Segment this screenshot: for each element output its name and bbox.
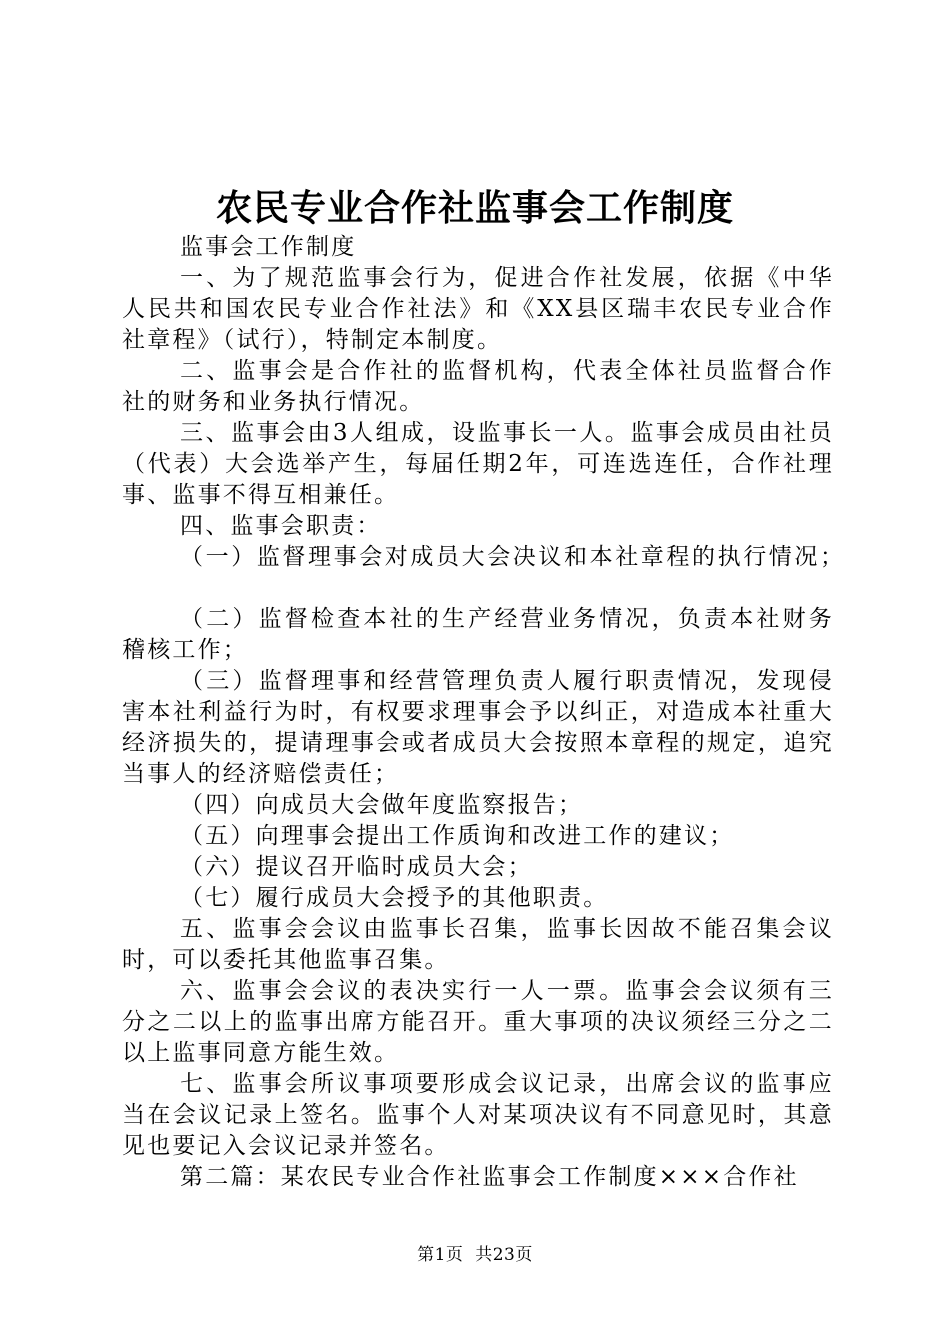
page-number-label: 第1页 共23页 [417, 1245, 533, 1265]
paragraph-duty-7: （七）履行成员大会授予的其他职责。 [180, 885, 609, 911]
paragraph-duty-1: （一）监督理事会对成员大会决议和本社章程的执行情况； [180, 544, 846, 570]
paragraph-article-3: 三、监事会由3人组成，设监事长一人。监事会成员由社员（代表）大会选举产生，每届任期2年，可连选连任，合作社理事、监事不得互相兼任。 [122, 420, 834, 508]
paragraph-duty-5: （五）向理事会提出工作质询和改进工作的建议； [180, 823, 735, 849]
paragraph-article-5: 五、监事会会议由监事长召集，监事长因故不能召集会议时，可以委托其他监事召集。 [122, 916, 834, 973]
page-footer [0, 1240, 950, 1265]
paragraph-duty-4: （四）向成员大会做年度监察报告； [180, 792, 584, 818]
paragraph-duty-6: （六）提议召开临时成员大会； [180, 854, 533, 880]
paragraph-duty-2: （二）监督检查本社的生产经营业务情况，负责本社财务稽核工作； [122, 606, 834, 663]
paragraph-article-7: 七、监事会所议事项要形成会议记录，出席会议的监事应当在会议记录上签名。监事个人对某项决议有不同意见时，其意见也要记入会议记录并签名。 [122, 1071, 834, 1159]
paragraph-article-6: 六、监事会会议的表决实行一人一票。监事会会议须有三分之二以上的监事出席方能召开。重大事项的决议须经三分之二以上监事同意方能生效。 [122, 978, 834, 1066]
paragraph-article-1: 一、为了规范监事会行为，促进合作社发展，依据《中华人民共和国农民专业合作社法》和《XX县区瑞丰农民专业合作社章程》（试行），特制定本制度。 [122, 265, 834, 353]
document-title: 农民专业合作社监事会工作制度 [215, 187, 734, 229]
paragraph-second-chapter: 第二篇：某农民专业合作社监事会工作制度×××合作社 [180, 1164, 799, 1190]
paragraph-article-4: 四、监事会职责： [180, 513, 382, 539]
paragraph-duty-3: （三）监督理事和经营管理负责人履行职责情况，发现侵害本社利益行为时，有权要求理事会予以纠正，对造成本社重大经济损失的，提请理事会或者成员大会按照本章程的规定，追究当事人的经济赔偿责任； [122, 668, 834, 787]
document-body [122, 232, 846, 1193]
paragraph-heading: 监事会工作制度 [180, 234, 357, 260]
paragraph-article-2: 二、监事会是合作社的监督机构，代表全体社员监督合作社的财务和业务执行情况。 [122, 358, 834, 415]
